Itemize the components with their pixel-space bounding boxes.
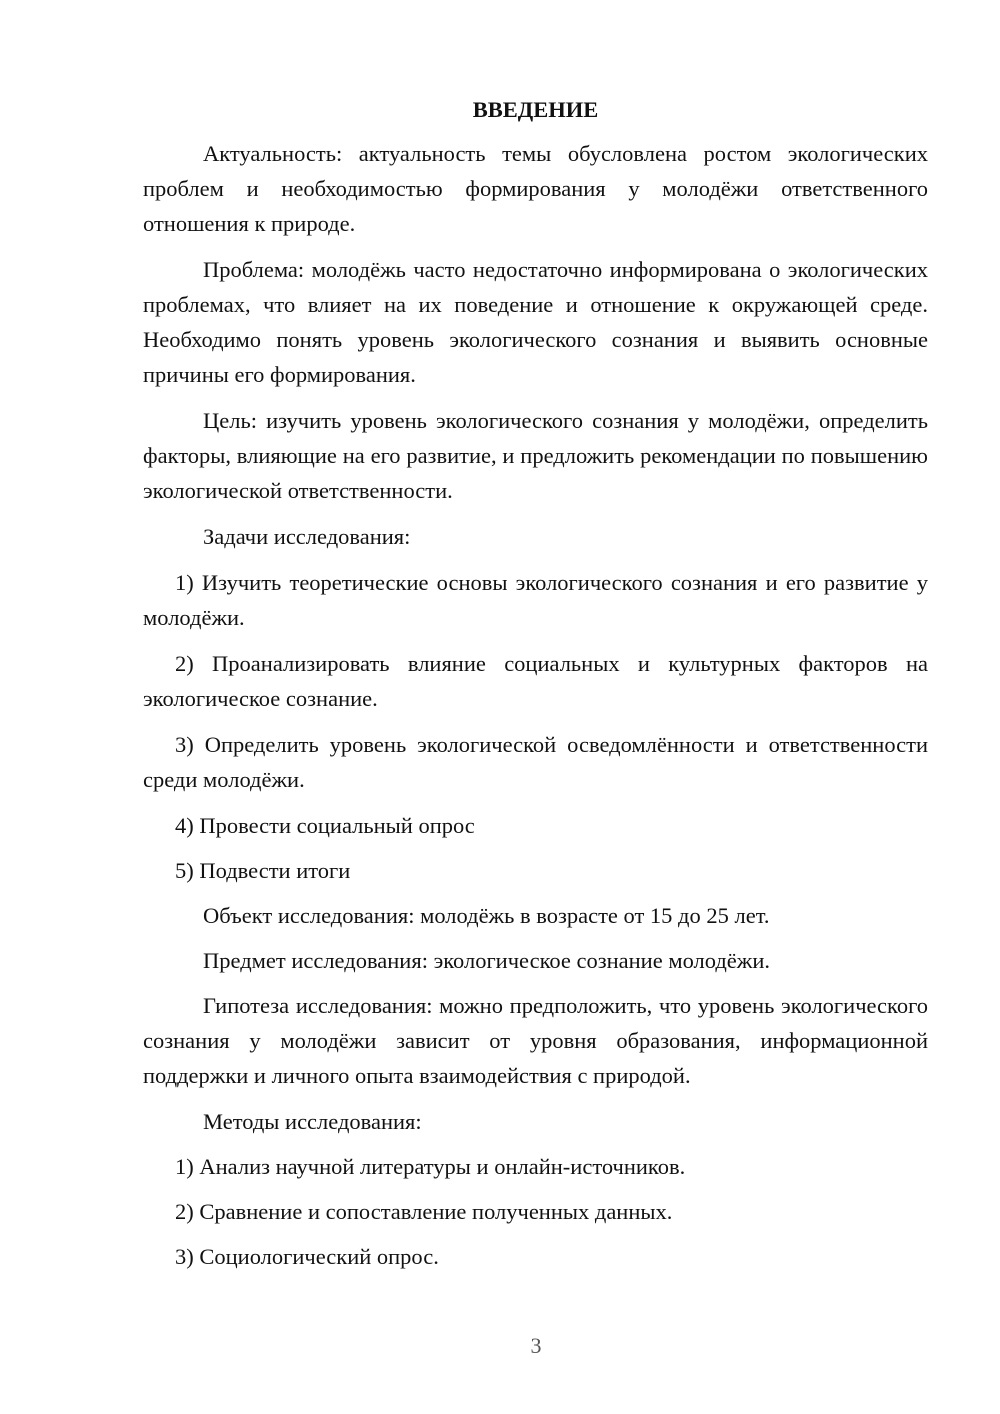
relevance-paragraph: Актуальность: актуальность темы обусловлена ростом экологических проблем и необходимостью формирования у молодёжи ответственного отношения к природе. xyxy=(143,141,928,236)
methods-heading: Методы исследования: xyxy=(203,1109,422,1134)
page-title: ВВЕДЕНИЕ xyxy=(472,97,599,122)
task-item-4: 4) Провести социальный опрос xyxy=(175,813,475,838)
method-item-3: 3) Социологический опрос. xyxy=(175,1244,439,1269)
task-item-5: 5) Подвести итоги xyxy=(175,858,351,883)
method-item-2: 2) Сравнение и сопоставление полученных данных. xyxy=(175,1199,673,1224)
method-item-1: 1) Анализ научной литературы и онлайн-источников. xyxy=(175,1154,686,1179)
research-object: Объект исследования: молодёжь в возрасте от 15 до 25 лет. xyxy=(203,903,770,928)
goal-paragraph: Цель: изучить уровень экологического сознания у молодёжи, определить факторы, влияющие на его развитие, и предложить рекомендации по повышению экологической ответственности. xyxy=(143,408,928,503)
problem-paragraph: Проблема: молодёжь часто недостаточно информирована о экологических проблемах, что влияет на их поведение и отношение к окружающей среде. Необходимо понять уровень экологического сознания и выявить основные причины его формирования. xyxy=(143,257,928,387)
research-hypothesis: Гипотеза исследования: можно предположить, что уровень экологического сознания у молодёжи зависит от уровня образования, информационной поддержки и личного опыта взаимодействия с природой. xyxy=(143,993,928,1088)
task-item-2: 2) Проанализировать влияние социальных и культурных факторов на экологическое сознание. xyxy=(143,651,928,711)
task-item-3: 3) Определить уровень экологической осведомлённости и ответственности среди молодёжи. xyxy=(143,732,928,792)
document-body xyxy=(143,95,928,1284)
page-number: 3 xyxy=(530,1333,542,1358)
task-item-1: 1) Изучить теоретические основы экологического сознания и его развитие у молодёжи. xyxy=(143,570,928,630)
tasks-heading: Задачи исследования: xyxy=(203,524,411,549)
research-subject: Предмет исследования: экологическое сознание молодёжи. xyxy=(203,948,771,973)
